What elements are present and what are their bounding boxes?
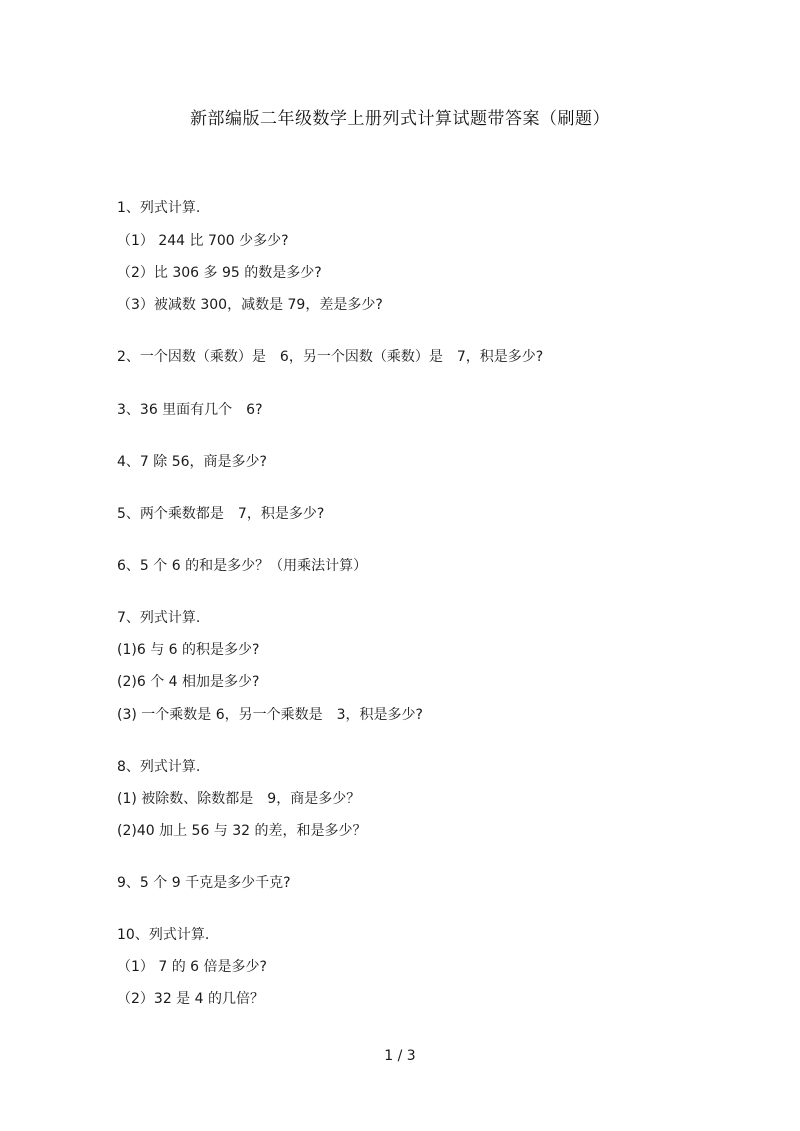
question-5: 5、两个乘数都是 7，积是多少? bbox=[117, 506, 325, 522]
question-8-part-1: (1) 被除数、除数都是 9，商是多少？ bbox=[117, 791, 361, 807]
question-4: 4、7 除 56，商是多少? bbox=[117, 454, 267, 470]
question-10-heading: 10、列式计算. bbox=[117, 927, 210, 943]
question-3: 3、36 里面有几个 6? bbox=[117, 402, 263, 418]
question-10-part-2: （2）32 是 4 的几倍？ bbox=[117, 991, 264, 1007]
question-7-heading: 7、列式计算. bbox=[117, 610, 201, 626]
question-10-part-1: （1） 7 的 6 倍是多少? bbox=[117, 959, 267, 975]
page-number: 1 / 3 bbox=[384, 1048, 416, 1064]
question-7-part-2: (2)6 个 4 相加是多少? bbox=[117, 674, 260, 690]
question-8-heading: 8、列式计算. bbox=[117, 759, 201, 775]
question-1-part-3: （3）被减数 300，减数是 79，差是多少? bbox=[117, 297, 383, 313]
question-1-part-2: （2）比 306 多 95 的数是多少? bbox=[117, 265, 322, 281]
question-2: 2、一个因数（乘数）是 6，另一个因数（乘数）是 7，积是多少? bbox=[117, 349, 544, 365]
question-1-part-1: （1） 244 比 700 少多少? bbox=[117, 233, 289, 249]
document-title: 新部编版二年级数学上册列式计算试题带答案（刷题） bbox=[190, 109, 610, 129]
question-1-heading: 1、列式计算. bbox=[117, 200, 201, 216]
question-7-part-1: (1)6 与 6 的积是多少? bbox=[117, 642, 260, 658]
question-8-part-2: (2)40 加上 56 与 32 的差，和是多少？ bbox=[117, 823, 367, 839]
question-7-part-3: (3) 一个乘数是 6，另一个乘数是 3，积是多少? bbox=[117, 707, 423, 723]
question-6: 6、5 个 6 的和是多少？（用乘法计算） bbox=[117, 558, 368, 574]
question-9: 9、5 个 9 千克是多少千克? bbox=[117, 875, 291, 891]
